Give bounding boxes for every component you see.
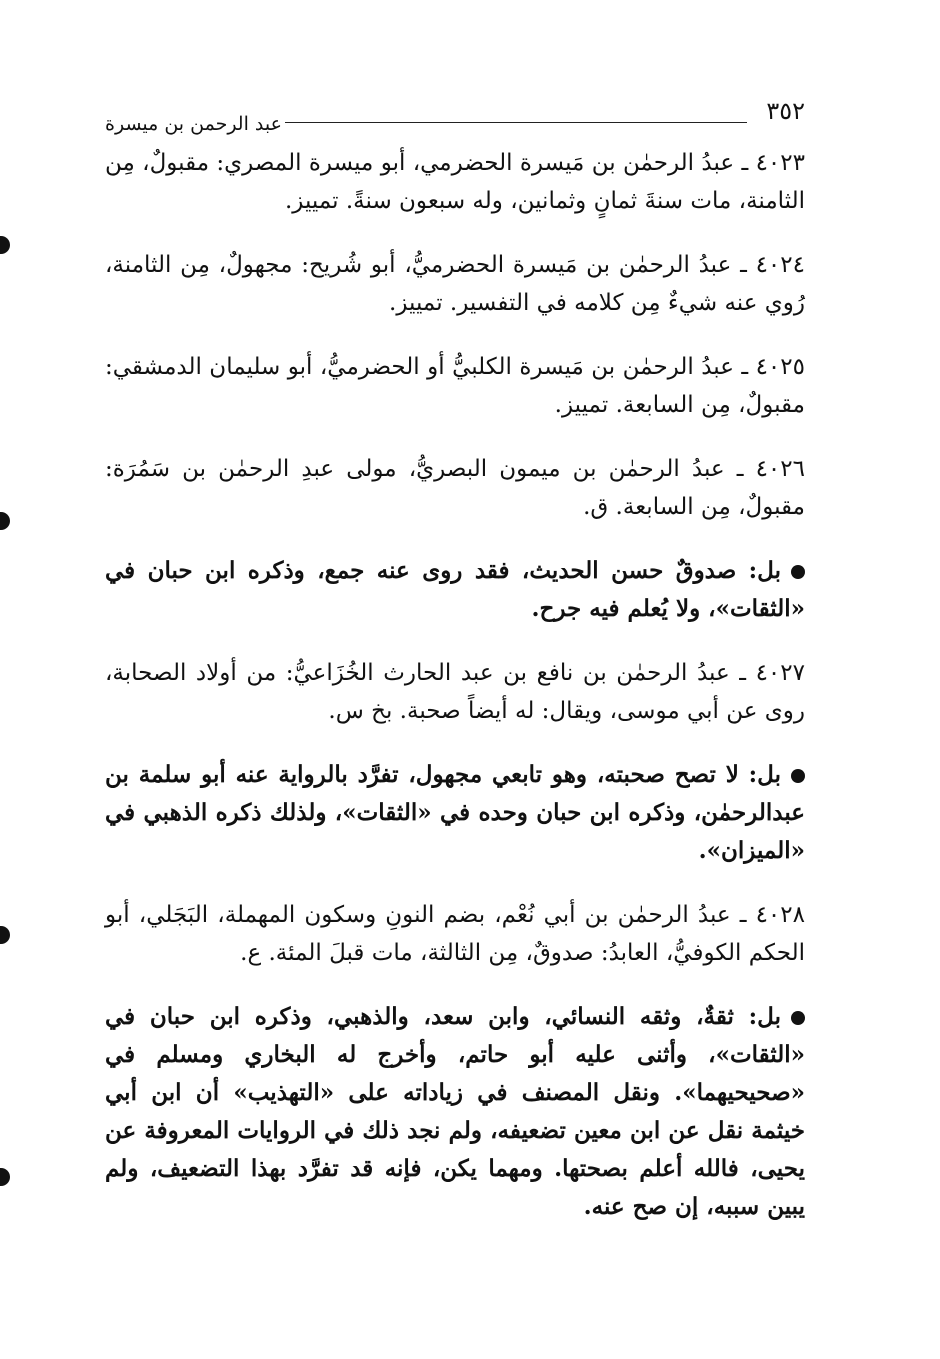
entry-4027: ٤٠٢٧ ـ عبدُ الرحمٰن بن نافع بن عبد الحارث الخُزَاعيُّ: من أولاد الصحابة، روى عن أبي موسى، ويقال: له أيضاً صحبة. بخ س. xyxy=(105,660,805,724)
scan-edge-mark xyxy=(0,236,10,254)
page-header xyxy=(105,96,805,136)
bullet-icon xyxy=(791,769,805,783)
scan-edge-mark xyxy=(0,512,10,530)
scan-edge-mark xyxy=(0,1168,10,1186)
entry-4023: ٤٠٢٣ ـ عبدُ الرحمٰن بن مَيسرة الحضرمي، أبو ميسرة المصري: مقبولٌ، مِن الثامنة، مات سنةَ ثمانٍ وثمانين، وله سبعون سنةً. تمييز. xyxy=(105,150,805,214)
entries-list xyxy=(105,144,805,1252)
comment-4027 xyxy=(105,756,805,870)
running-title: عبد الرحمن بن ميسرة xyxy=(105,113,282,135)
comment-text: بل: لا تصح صحبته، وهو تابعي مجهول، تفرَّد بالرواية عنه أبو سلمة بن عبدالرحمٰن، وذكره ابن حبان وحده في «الثقات»، ولذلك ذكره الذهبي في «الميزان». xyxy=(105,761,805,864)
page-number: ٣٥٢ xyxy=(766,97,805,125)
header-rule xyxy=(285,122,747,123)
entry-4024: ٤٠٢٤ ـ عبدُ الرحمٰن بن مَيسرة الحضرميُّ، أبو شُريح: مجهولٌ، مِن الثامنة، رُوي عنه شيءٌ مِن كلامه في التفسير. تمييز. xyxy=(105,252,805,316)
bullet-icon xyxy=(791,565,805,579)
bullet-icon xyxy=(791,1011,805,1025)
entry-4026: ٤٠٢٦ ـ عبدُ الرحمٰن بن ميمون البصريُّ، مولى عبدِ الرحمٰن بن سَمُرَة: مقبولٌ، مِن السابعة. ق. xyxy=(105,456,805,520)
comment-text: بل: ثقةٌ، وثقه النسائي، وابن سعد، والذهبي، وذكره ابن حبان في «الثقات»، وأثنى عليه أبو حاتم، وأخرج له البخاري ومسلم في «صحيحيهما». ونقل المصنف في زياداته على «التهذيب» أن ابن أبي خيثمة نقل عن ابن معين تضعيفه، ولم نجد ذلك في الروايات المعروفة عن يحيى، فالله أعلم بصحتها. ومهما يكن، فإنه قد تفرَّد بهذا التضعيف، ولم يبين سببه، إن صح عنه. xyxy=(105,1003,805,1220)
comment-4028 xyxy=(105,998,805,1226)
scan-edge-mark xyxy=(0,926,10,944)
entry-4025: ٤٠٢٥ ـ عبدُ الرحمٰن بن مَيسرة الكلبيُّ أو الحضرميُّ، أبو سليمان الدمشقي: مقبولٌ، مِن السابعة. تمييز. xyxy=(105,354,805,418)
entry-4028: ٤٠٢٨ ـ عبدُ الرحمٰن بن أبي نُعْم، بضم النونِ وسكون المهملة، البَجَلي، أبو الحكم الكوفيُّ، العابدُ: صدوقٌ، مِن الثالثة، مات قبلَ المئة. ع. xyxy=(105,902,805,966)
comment-text: بل: صدوقٌ حسن الحديث، فقد روى عنه جمع، وذكره ابن حبان في «الثقات»، ولا يُعلم فيه جرح. xyxy=(105,557,805,622)
comment-4026 xyxy=(105,552,805,628)
